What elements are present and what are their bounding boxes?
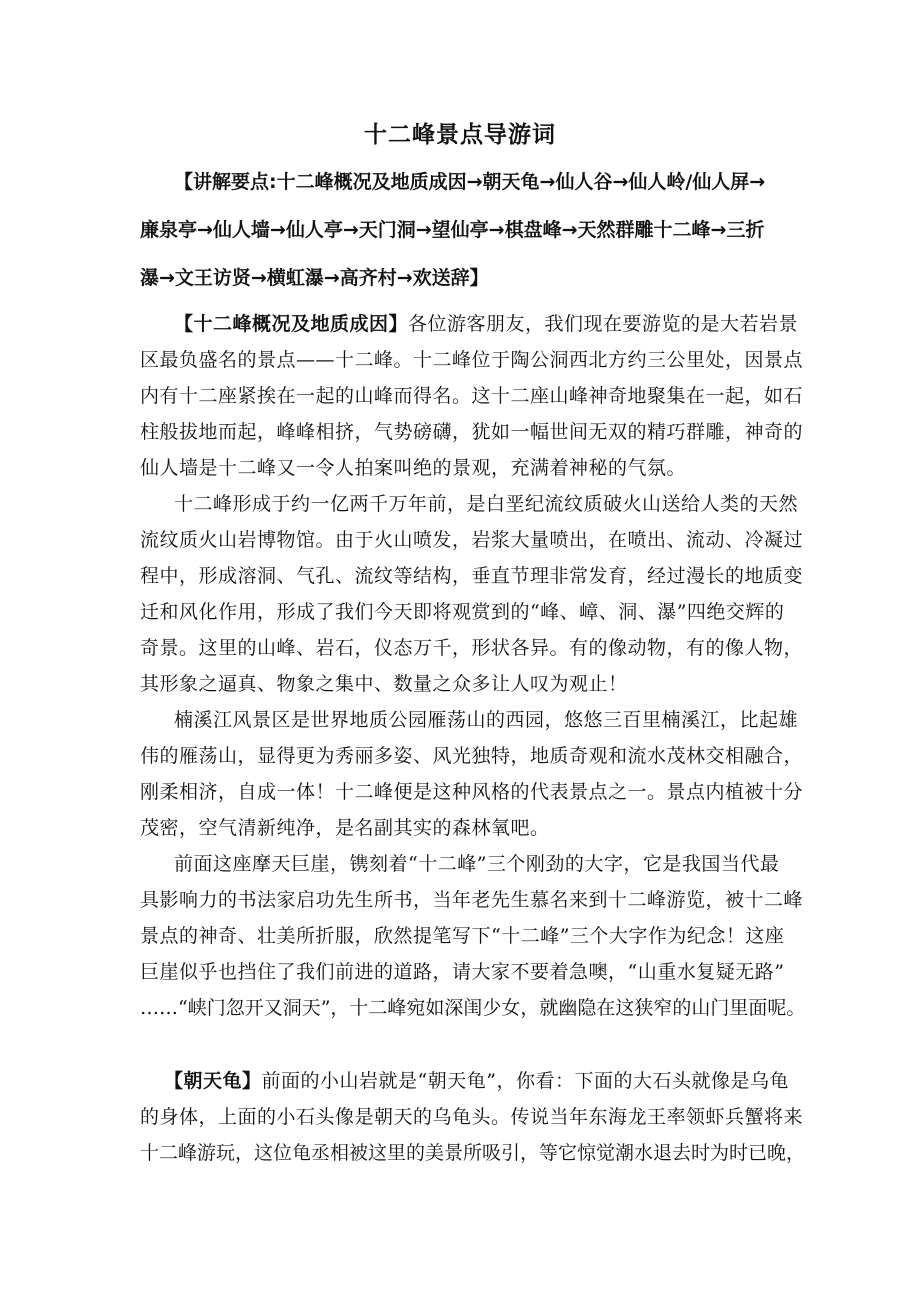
paragraph-line: 仙人墙是十二峰又一令人拍案叫绝的景观，充满着神秘的气氛。 bbox=[140, 457, 687, 479]
outline-line: 【讲解要点:十二峰概况及地质成因→朝天龟→仙人谷→仙人岭/仙人屏→ bbox=[174, 171, 766, 193]
paragraph-line: 景点的神奇、壮美所折服，欣然提笔写下“十二峰”三个大字作为纪念！这座 bbox=[140, 925, 785, 947]
paragraph-line bbox=[164, 1066, 789, 1096]
paragraph-line: 区最负盛名的景点——十二峰。十二峰位于陶公洞西北方约三公里处，因景点 bbox=[140, 349, 804, 371]
paragraph-line: 前面这座摩天巨崖，镌刻着“十二峰”三个刚劲的大字，它是我国当代最 bbox=[174, 853, 780, 875]
paragraph-line: 具影响力的书法家启功先生所书，当年老先生慕名来到十二峰游览，被十二峰 bbox=[140, 889, 804, 911]
outline-line: 瀑→文王访贤→横虹瀑→高齐村→欢送辞】 bbox=[140, 267, 489, 289]
paragraph-line: 巨崖似乎也挡住了我们前进的道路，请大家不要着急噢，“山重水复疑无路” bbox=[140, 961, 785, 983]
paragraph-line: 十二峰游玩，这位龟丞相被这里的美景所吸引，等它惊觉潮水退去时为时已晚， bbox=[140, 1142, 806, 1164]
paragraph-line: 奇景。这里的山峰、岩石，仪态万千，形状各异。有的像动物，有的像人物， bbox=[140, 637, 804, 659]
section-heading: 【朝天龟】 bbox=[164, 1070, 262, 1092]
page-title: 十二峰景点导游词 bbox=[364, 122, 556, 148]
paragraph-line: 伟的雁荡山，显得更为秀丽多姿、风光独特，地质奇观和流水茂林交相融合， bbox=[140, 745, 804, 767]
paragraph-line bbox=[174, 309, 798, 339]
paragraph-line: 楠溪江风景区是世界地质公园雁荡山的西园，悠悠三百里楠溪江，比起雄 bbox=[174, 709, 799, 731]
paragraph-line: 刚柔相济，自成一体！十二峰便是这种风格的代表景点之一。景点内植被十分 bbox=[140, 781, 804, 803]
paragraph-line: 柱般拔地而起，峰峰相挤，气势磅礴，犹如一幅世间无双的精巧群雕，神奇的 bbox=[140, 421, 804, 443]
paragraph-line: 流纹质火山岩博物馆。由于火山喷发，岩浆大量喷出，在喷出、流动、冷凝过 bbox=[140, 529, 804, 551]
paragraph-line: 内有十二座紧挨在一起的山峰而得名。这十二座山峰神奇地聚集在一起，如石 bbox=[140, 385, 804, 407]
paragraph-text: 前面的小山岩就是“朝天龟”，你看：下面的大石头就像是乌龟 bbox=[261, 1070, 789, 1092]
paragraph-text: 各位游客朋友，我们现在要游览的是大若岩景 bbox=[408, 313, 799, 335]
paragraph-line: 的身体，上面的小石头像是朝天的乌龟头。传说当年东海龙王率领虾兵蟹将来 bbox=[140, 1106, 804, 1128]
paragraph-line: 其形象之逼真、物象之集中、数量之众多让人叹为观止！ bbox=[140, 673, 628, 695]
outline-line: 廉泉亭→仙人墙→仙人亭→天门洞→望仙亭→棋盘峰→天然群雕十二峰→三折 bbox=[140, 219, 765, 241]
section-heading: 【十二峰概况及地质成因】 bbox=[174, 313, 409, 335]
paragraph-line: 程中，形成溶洞、气孔、流纹等结构，垂直节理非常发育，经过漫长的地质变 bbox=[140, 565, 804, 587]
paragraph-line: 迁和风化作用，形成了我们今天即将观赏到的“峰、嶂、洞、瀑”四绝交辉的 bbox=[140, 601, 785, 623]
paragraph-line: 十二峰形成于约一亿两千万年前，是白垩纪流纹质破火山送给人类的天然 bbox=[174, 493, 799, 515]
paragraph-line: 茂密，空气清新纯净，是名副其实的森林氧吧。 bbox=[140, 817, 550, 839]
paragraph-line: ……“峡门忽开又洞天”，十二峰宛如深闺少女，就幽隐在这狭窄的山门里面呢。 bbox=[140, 997, 806, 1019]
